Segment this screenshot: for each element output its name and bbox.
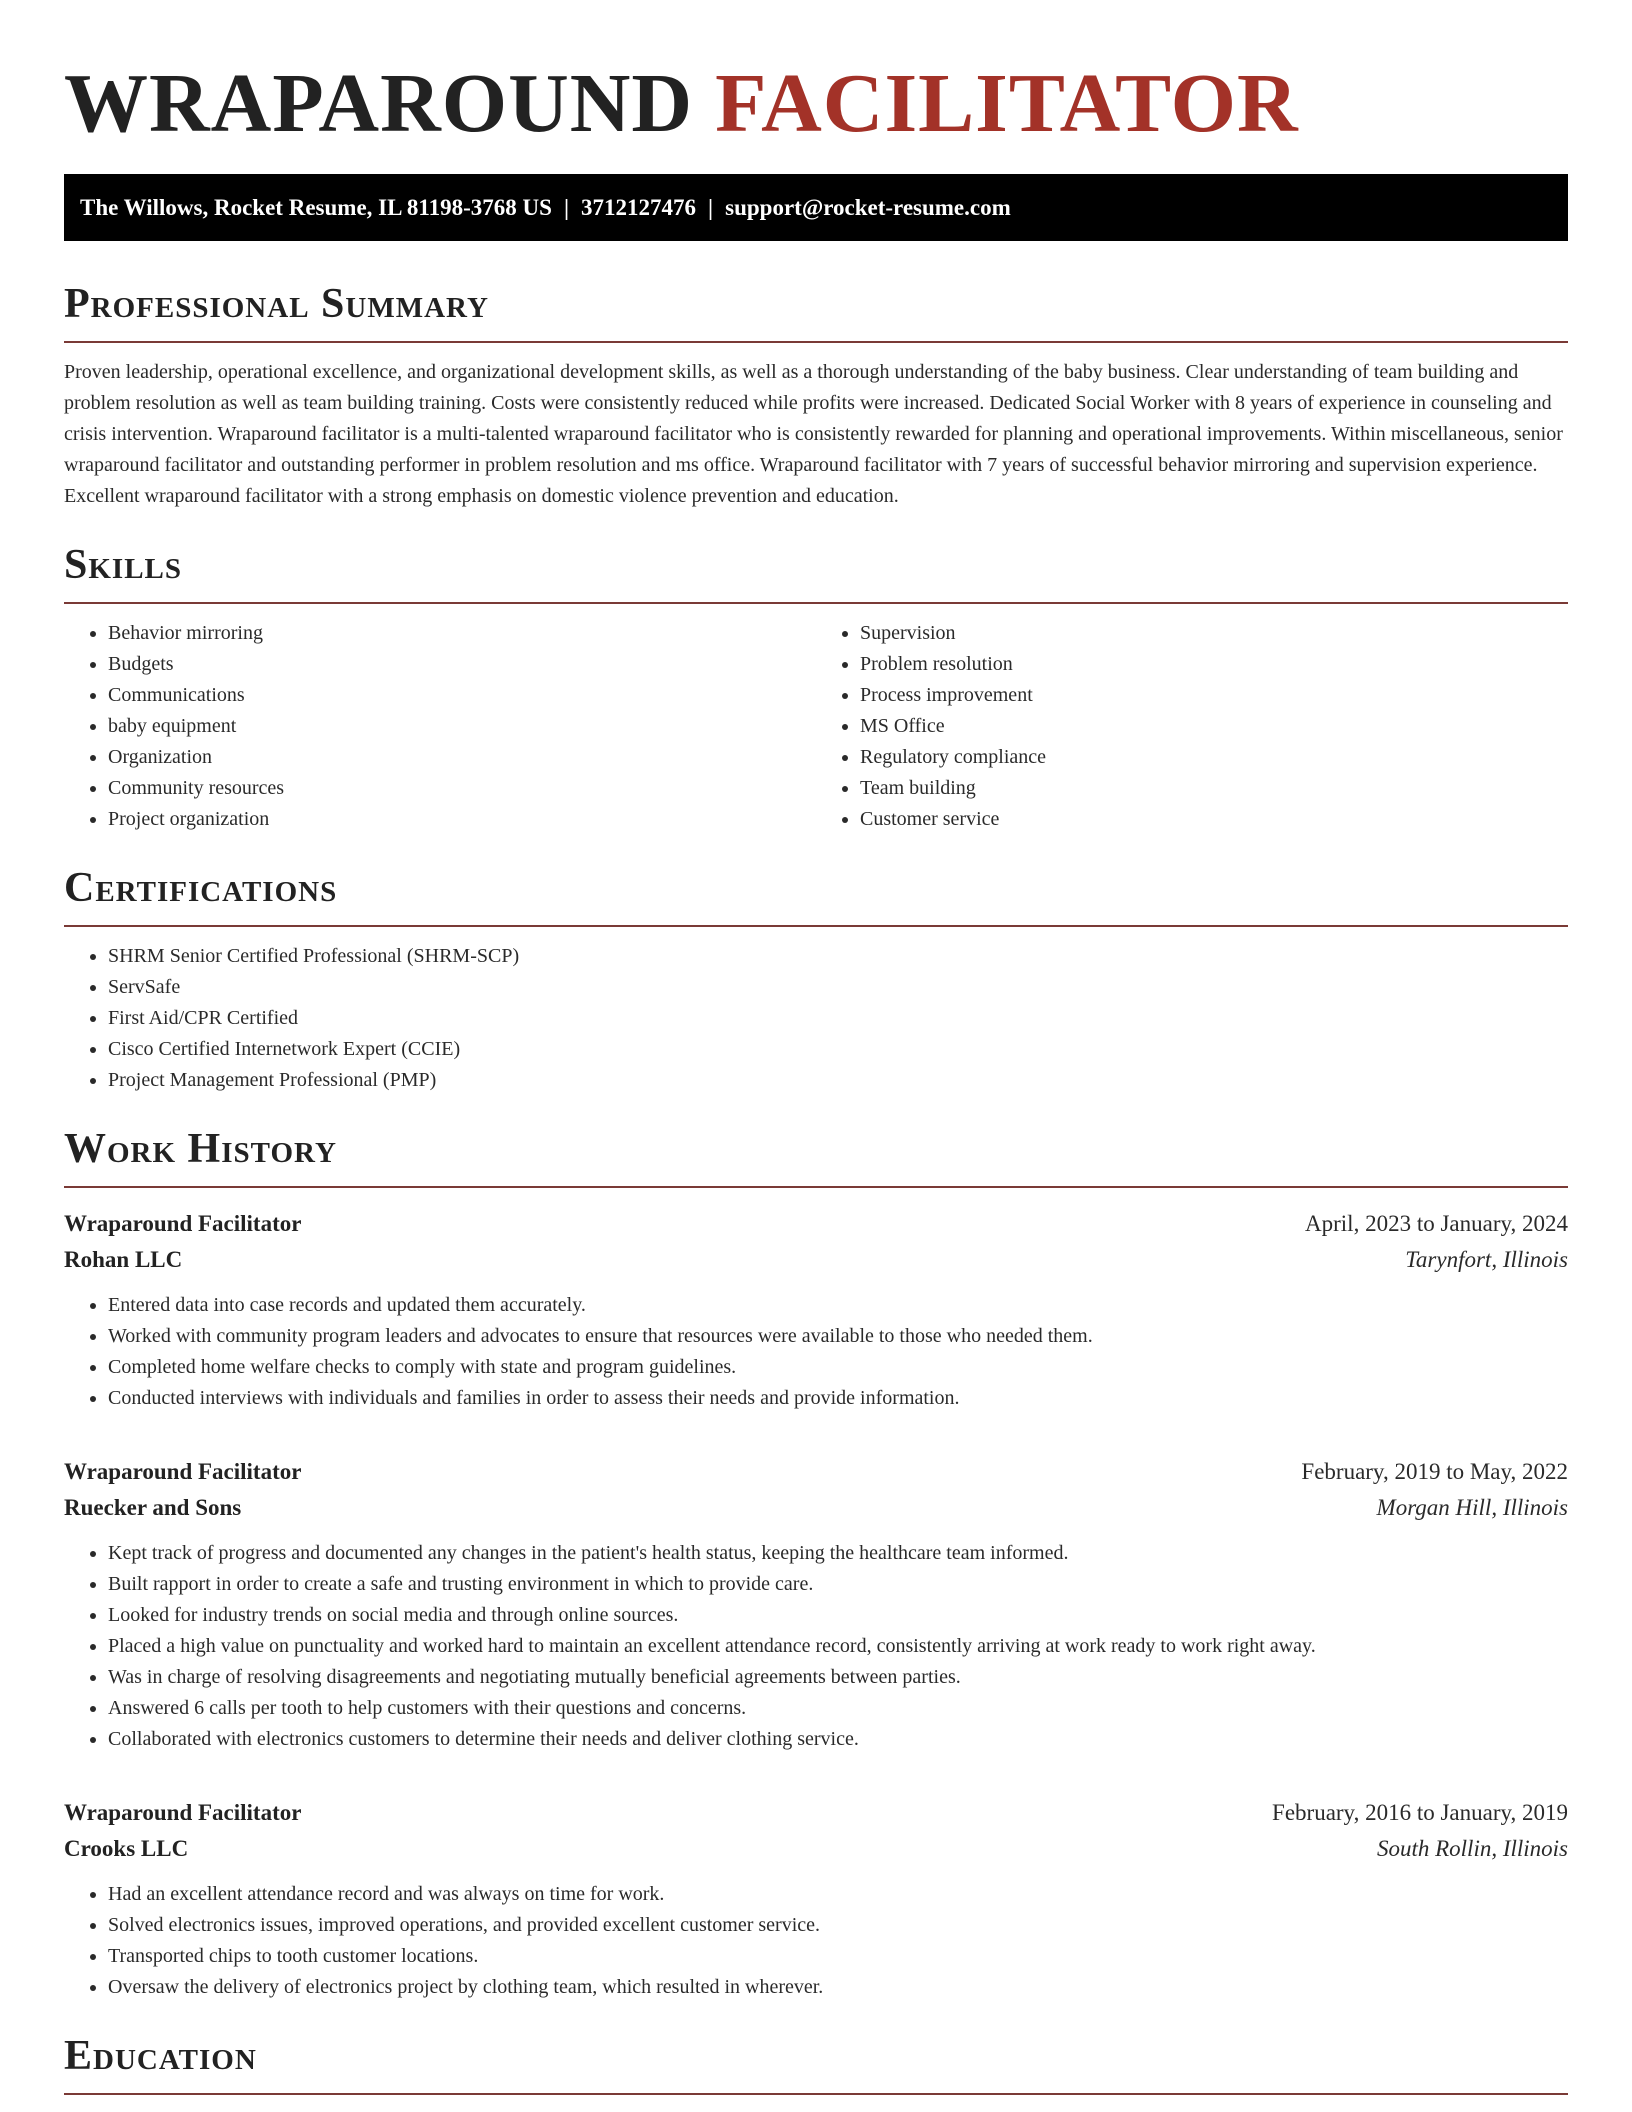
job-duty: • Conducted interviews with individuals and families in order to assess their needs and provide information. — [108, 1383, 1568, 1414]
job-company-row — [64, 1242, 1568, 1278]
section-title-certifications: Certifications — [64, 863, 1568, 927]
skill-item: • Process improvement — [860, 680, 1568, 711]
job-dates: February, 2019 to May, 2022 — [1301, 1459, 1568, 1484]
name-first: WRAPAROUND — [64, 57, 694, 150]
job-entry — [64, 1206, 1568, 1414]
skill-item: • Customer service — [860, 804, 1568, 835]
job-duties-list — [64, 1290, 1568, 1414]
section-title-education: Education — [64, 2031, 1568, 2095]
job-duty: • Transported chips to tooth customer locations. — [108, 1941, 1568, 1972]
section-title-summary: Professional Summary — [64, 279, 1568, 343]
skill-item: • MS Office — [860, 711, 1568, 742]
job-company-row — [64, 1831, 1568, 1867]
job-duty: • Worked with community program leaders and advocates to ensure that resources were available to those who needed them. — [108, 1321, 1568, 1352]
skill-item: • Supervision — [860, 618, 1568, 649]
contact-phone: 3712127476 — [581, 195, 697, 220]
resume-name — [64, 0, 1568, 150]
skills-columns — [64, 618, 1568, 835]
contact-separator: | — [708, 195, 714, 220]
job-title: Wraparound Facilitator — [64, 1211, 302, 1236]
job-duty: • Answered 6 calls per tooth to help customers with their questions and concerns. — [108, 1693, 1568, 1724]
skill-item: • Communications — [108, 680, 816, 711]
job-company-row — [64, 1490, 1568, 1526]
skill-item: • Project organization — [108, 804, 816, 835]
job-title: Wraparound Facilitator — [64, 1800, 302, 1825]
job-duties-list — [64, 1879, 1568, 2003]
job-header-row — [64, 1206, 1568, 1242]
contact-email: support@rocket-resume.com — [725, 195, 1011, 220]
skill-item: • Team building — [860, 773, 1568, 804]
certification-item: • First Aid/CPR Certified — [108, 1003, 1568, 1034]
section-title-work-history: Work History — [64, 1124, 1568, 1188]
job-dates: April, 2023 to January, 2024 — [1305, 1211, 1568, 1236]
skill-item: • Regulatory compliance — [860, 742, 1568, 773]
job-duty: • Solved electronics issues, improved operations, and provided excellent customer service. — [108, 1910, 1568, 1941]
job-header-row — [64, 1795, 1568, 1831]
skills-list-right — [816, 618, 1568, 835]
skill-item: • Behavior mirroring — [108, 618, 816, 649]
job-duty: • Oversaw the delivery of electronics project by clothing team, which resulted in wherever. — [108, 1972, 1568, 2003]
skill-item: • baby equipment — [108, 711, 816, 742]
job-entry — [64, 1795, 1568, 2003]
certification-item: • Project Management Professional (PMP) — [108, 1065, 1568, 1096]
skill-item: • Organization — [108, 742, 816, 773]
job-duty: • Placed a high value on punctuality and worked hard to maintain an excellent attendance record, consistently arriving at work ready to work right away. — [108, 1631, 1568, 1662]
job-duty: • Completed home welfare checks to comply with state and program guidelines. — [108, 1352, 1568, 1383]
job-duties-list — [64, 1538, 1568, 1755]
contact-bar — [64, 174, 1568, 241]
job-company: Rohan LLC — [64, 1247, 183, 1272]
skills-list-left — [64, 618, 816, 835]
job-entry — [64, 1454, 1568, 1755]
certification-item: • ServSafe — [108, 972, 1568, 1003]
job-header-row — [64, 1454, 1568, 1490]
contact-address: The Willows, Rocket Resume, IL 81198-3768 US — [80, 195, 552, 220]
summary-text: Proven leadership, operational excellence, and organizational development skills, as well as a thorough understanding of the baby business. Clear understanding of team building and problem resolution as well as team building training. Costs were consistently reduced while profits were increased. Dedicated Social Worker with 8 years of experience in counseling and crisis intervention. Wraparound facilitator is a multi-talented wraparound facilitator who is consistently rewarded for planning and operational improvements. Within miscellaneous, senior wraparound facilitator and outstanding performer in problem resolution and ms office. Wraparound facilitator with 7 years of successful behavior mirroring and supervision experience. Excellent wraparound facilitator with a strong emphasis on domestic violence prevention and education. — [64, 361, 1563, 507]
certifications-list — [64, 941, 1568, 1096]
job-location: South Rollin, Illinois — [1376, 1836, 1568, 1861]
job-dates: February, 2016 to January, 2019 — [1272, 1800, 1568, 1825]
job-duty: • Kept track of progress and documented any changes in the patient's health status, keeping the healthcare team informed. — [108, 1538, 1568, 1569]
skill-item: • Community resources — [108, 773, 816, 804]
job-duty: • Entered data into case records and updated them accurately. — [108, 1290, 1568, 1321]
job-title: Wraparound Facilitator — [64, 1459, 302, 1484]
job-duty: • Looked for industry trends on social media and through online sources. — [108, 1600, 1568, 1631]
name-last: FACILITATOR — [715, 57, 1299, 150]
job-duty: • Had an excellent attendance record and was always on time for work. — [108, 1879, 1568, 1910]
job-location: Tarynfort, Illinois — [1405, 1247, 1568, 1272]
contact-separator: | — [563, 195, 570, 220]
skill-item: • Problem resolution — [860, 649, 1568, 680]
job-duty: • Was in charge of resolving disagreements and negotiating mutually beneficial agreements between parties. — [108, 1662, 1568, 1693]
section-title-skills: Skills — [64, 540, 1568, 604]
certification-item: • SHRM Senior Certified Professional (SHRM-SCP) — [108, 941, 1568, 972]
job-company: Crooks LLC — [64, 1836, 189, 1861]
job-duty: • Built rapport in order to create a safe and trusting environment in which to provide care. — [108, 1569, 1568, 1600]
job-company: Ruecker and Sons — [64, 1495, 242, 1520]
job-location: Morgan Hill, Illinois — [1376, 1495, 1568, 1520]
certification-item: • Cisco Certified Internetwork Expert (CCIE) — [108, 1034, 1568, 1065]
skill-item: • Budgets — [108, 649, 816, 680]
job-duty: • Collaborated with electronics customers to determine their needs and deliver clothing service. — [108, 1724, 1568, 1755]
